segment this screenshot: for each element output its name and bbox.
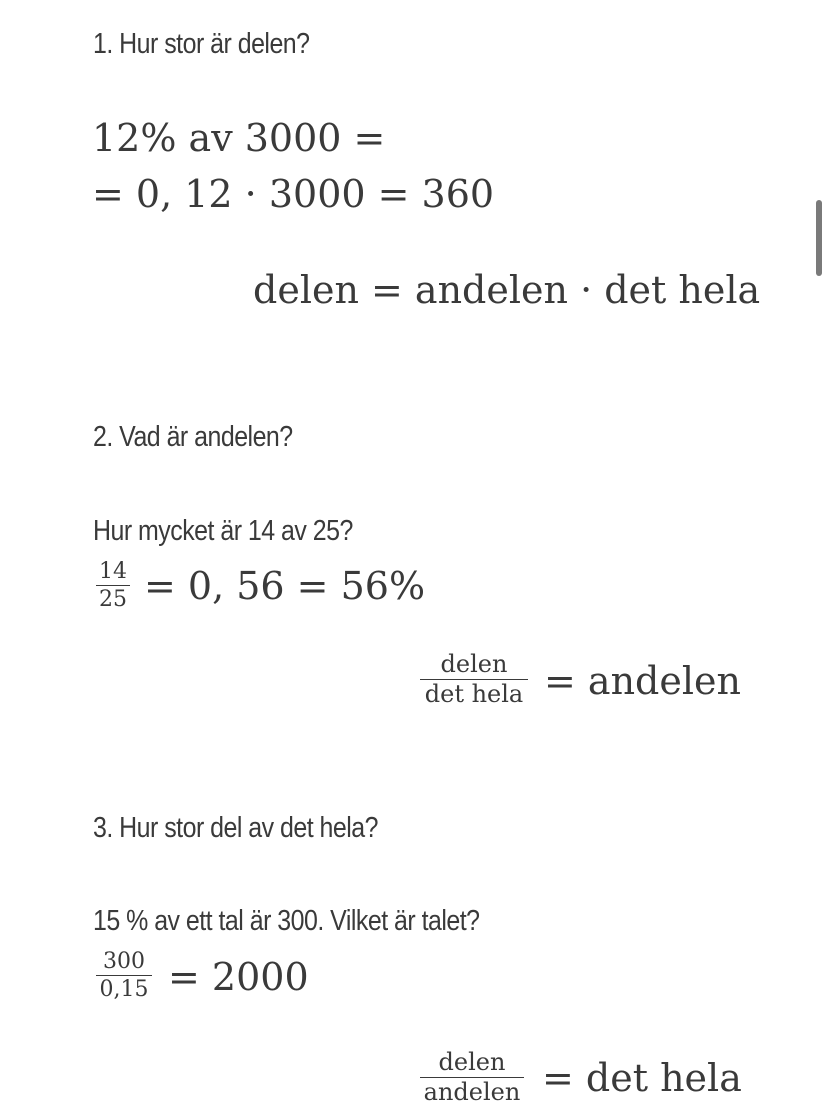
- section2-fraction-bar: [96, 585, 130, 586]
- section2-question: Hur mycket är 14 av 25?: [93, 515, 353, 547]
- section2-fraction-numerator: 14: [99, 559, 127, 584]
- section2-result: = 0, 56 = 56%: [144, 564, 426, 608]
- section1-heading: 1. Hur stor är delen?: [93, 28, 310, 60]
- section2-fraction: [96, 560, 130, 611]
- section2-fraction-denominator: 25: [99, 587, 127, 613]
- section2-heading: 2. Vad är andelen?: [93, 421, 293, 453]
- section3-formula-rhs: = det hela: [542, 1056, 742, 1100]
- section3-fraction: [96, 950, 152, 1001]
- section3-question: 15 % av ett tal är 300. Vilket är talet?: [93, 905, 480, 937]
- section3-formula-fraction: [420, 1050, 524, 1105]
- section3-heading: 3. Hur stor del av det hela?: [93, 812, 379, 844]
- section3-fraction-denominator: 0,15: [99, 977, 149, 1003]
- section3-formula-denominator: andelen: [423, 1078, 521, 1107]
- section3-fraction-bar: [96, 975, 152, 976]
- scrollbar-thumb[interactable]: [816, 200, 822, 276]
- section2-formula-rhs: = andelen: [544, 659, 741, 703]
- section3-formula-numerator: delen: [438, 1048, 506, 1076]
- section3-result: = 2000: [168, 955, 309, 999]
- section3-fraction-numerator: 300: [103, 949, 145, 974]
- section1-formula: delen = andelen · det hela: [253, 268, 761, 312]
- section2-formula-numerator: delen: [440, 650, 508, 678]
- section2-formula-fraction: [420, 652, 528, 707]
- section1-line1: 12% av 3000 =: [92, 116, 386, 160]
- section2-formula-denominator: det hela: [424, 680, 524, 709]
- section1-line2: = 0, 12 · 3000 = 360: [92, 172, 495, 216]
